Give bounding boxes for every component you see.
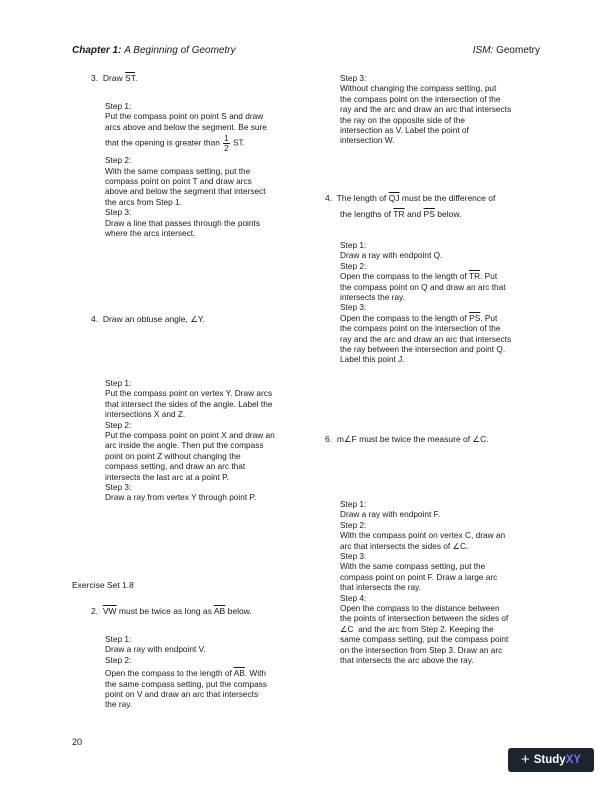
step-text: Without changing the compass setting, put — [340, 83, 497, 94]
step-text: arc inside the angle. Then put the compass — [105, 440, 264, 451]
segment-st: $\overline{ST}$ — [125, 73, 135, 83]
problem-4-left-statement — [91, 314, 205, 324]
page-number: 20 — [72, 737, 83, 747]
problem-3-steps — [105, 101, 267, 238]
segment-tr-inline: $\overline{TR}$ — [469, 271, 481, 282]
problem-3-step-3-right — [340, 73, 511, 146]
step-label: Step 3: — [105, 482, 132, 493]
step-text: With the same compass setting, put the — [105, 165, 251, 176]
problem-3-statement — [91, 73, 137, 83]
step-text: Draw a ray with endpoint F. — [340, 509, 441, 520]
step-label: Step 2: — [105, 155, 132, 166]
problem-text: The length of — [336, 193, 387, 203]
step-text-part: . With — [244, 668, 266, 679]
problem-text: below. — [227, 606, 252, 616]
step-text: compass setting, and draw an arc that — [105, 461, 246, 472]
step-text: compass point on point T and draw arcs — [105, 176, 252, 187]
step-label: Step 2: — [340, 260, 367, 271]
step-text: arcs above and below the segment. Be sure — [105, 121, 267, 132]
step-text: where the arcs intersect. — [105, 228, 196, 239]
problem-6-statement — [325, 434, 489, 444]
problem-6-steps — [340, 499, 508, 666]
step-text: Draw a line that passes through the points — [105, 217, 260, 228]
step-text: Draw a ray with endpoint Q. — [340, 250, 443, 261]
problem-2-steps — [105, 634, 267, 710]
step-text — [340, 541, 508, 551]
step-text — [340, 271, 511, 281]
step-text: point on V and draw an arc that intersects — [105, 689, 259, 700]
page-header-left — [72, 45, 236, 57]
step-text: the ray between the intersection and point Q. — [340, 344, 506, 355]
angle-c: ∠C. — [472, 434, 489, 444]
plus-icon: + — [520, 750, 530, 768]
studyxy-logo — [508, 748, 594, 772]
problem-number: 4. — [325, 193, 333, 203]
step-text — [340, 313, 511, 323]
problem-text-end: . — [134, 73, 138, 83]
segment-qj: $\overline{QJ}$ — [388, 193, 400, 203]
step-label: Step 2: — [105, 654, 132, 665]
step-text-part: arc that intersects the sides of — [340, 540, 451, 551]
step-text: the compass point on the intersection of the — [340, 93, 501, 104]
problem-number: 3. — [91, 73, 99, 83]
step-label: Step 1: — [105, 101, 132, 111]
header-prefix: ISM: — [472, 45, 494, 56]
problem-4-right-statement-line2 — [340, 209, 461, 219]
step-text: Label this point J. — [340, 354, 405, 365]
problem-text: below. — [437, 209, 462, 219]
angle-f-measure: m∠F — [336, 434, 357, 444]
segment-ab: $\overline{AB}$ — [213, 606, 226, 616]
problem-number: 4. — [91, 314, 99, 324]
segment-ps-inline: $\overline{PS}$ — [469, 312, 481, 323]
step-text: intersects the last arc at a point P. — [105, 471, 229, 482]
step-label: Step 1: — [340, 240, 367, 250]
step-text: intersection W. — [340, 135, 395, 146]
step-text: above and below the segment that intersect — [105, 186, 266, 197]
problem-text: and — [406, 209, 422, 219]
segment-ab-inline: $\overline{AB}$ — [233, 668, 245, 679]
step-text — [340, 624, 508, 634]
problem-text: Draw — [102, 73, 123, 83]
chapter-label: Chapter 1: — [72, 45, 122, 56]
step-text-part: . Put — [480, 271, 498, 282]
step-label: Step 4: — [340, 592, 367, 603]
angle-c-inline: ∠C. — [452, 540, 469, 551]
header-subject: Geometry — [496, 45, 540, 56]
step-text: the same compass setting, put the compass — [105, 678, 267, 689]
angle-y: ∠Y. — [190, 314, 205, 324]
problem-text: the lengths of — [340, 209, 392, 219]
step-text: the compass point on the intersection of the — [340, 323, 501, 334]
page-header-right — [473, 45, 540, 57]
step-text: same compass setting, put the compass point — [340, 634, 509, 645]
step-text: the points of intersection between the sides of — [340, 613, 509, 624]
step-text — [105, 668, 267, 678]
segment-vw: $\overline{VW}$ — [102, 606, 117, 616]
step-text-part: and the arc from Step 2. Keeping the — [358, 623, 494, 634]
step-text: Open the compass to the distance between — [340, 603, 500, 614]
step-label: Step 1: — [105, 634, 132, 644]
fraction-numerator: 1 — [224, 134, 229, 144]
step-text: the compass point on Q and draw an arc that — [340, 281, 506, 292]
step-text-part: Open the compass to the length of — [340, 312, 467, 323]
step-text: that the opening is greater than — [105, 137, 220, 148]
chapter-title: A Beginning of Geometry — [124, 45, 236, 56]
step-text: With the same compass setting, put the — [340, 561, 486, 572]
step-text: Put the compass point on point X and draw an — [105, 430, 275, 441]
step-text: the arcs from Step 1. — [105, 196, 183, 207]
problem-text: must be the difference of — [401, 193, 496, 203]
logo-text: Study — [533, 753, 566, 766]
angle-c-inline: ∠C — [340, 623, 354, 634]
problem-text: must be twice the measure of — [359, 434, 471, 444]
logo-accent-text: XY — [565, 753, 582, 766]
step-label: Step 3: — [340, 302, 367, 313]
step-text: intersections X and Z. — [105, 409, 186, 420]
step-text: on the intersection from Step 3. Draw an arc — [340, 644, 503, 655]
problem-4-right-statement — [325, 193, 495, 203]
problem-4-left-steps — [105, 378, 275, 503]
step-text: that intersects the ray. — [340, 582, 422, 593]
step-label: Step 1: — [340, 499, 367, 509]
fraction-one-half — [223, 134, 229, 153]
step-text: Draw a ray from vertex Y through point P. — [105, 492, 257, 503]
step-text: Draw a ray with endpoint V. — [105, 644, 206, 655]
problem-number: 2. — [91, 606, 99, 616]
step-text: ST. — [232, 137, 245, 148]
segment-tr: $\overline{TR}$ — [393, 209, 405, 219]
step-text: compass point on point F. Draw a large arc — [340, 571, 498, 582]
step-text: intersection as V. Label the point of — [340, 125, 469, 136]
problem-4-right-steps — [340, 240, 511, 365]
step-text-part: Open the compass to the length of — [340, 271, 467, 282]
step-text: ray and the arc and draw an arc that intersects — [340, 333, 512, 344]
step-text: With the compass point on vertex C, draw an — [340, 530, 506, 541]
segment-ps: $\overline{PS}$ — [423, 209, 435, 219]
problem-text: Draw an obtuse angle, — [102, 314, 188, 324]
step-text-part: . Put — [480, 312, 498, 323]
step-label: Step 3: — [340, 73, 367, 83]
problem-number: 6. — [325, 434, 333, 444]
step-text: the ray. — [105, 699, 133, 710]
step-label: Step 2: — [340, 519, 367, 530]
step-label: Step 1: — [105, 378, 132, 388]
problem-2-statement — [91, 606, 252, 616]
step-text: ray and the arc and draw an arc that intersects — [340, 104, 512, 115]
fraction-denominator: 2 — [224, 144, 229, 154]
step-text: the ray on the opposite side of the — [340, 114, 466, 125]
step-text: point on point Z without changing the — [105, 450, 241, 461]
problem-text: must be twice as long as — [118, 606, 212, 616]
step-text: Put the compass point on point S and draw — [105, 111, 264, 122]
step-text-part: Open the compass to the length of — [105, 668, 232, 679]
step-text: that intersect the sides of the angle. Label the — [105, 398, 273, 409]
step-label: Step 2: — [105, 419, 132, 430]
step-text: that intersects the arc above the ray. — [340, 655, 474, 666]
step-label: Step 3: — [340, 551, 367, 562]
step-text-fraction-line — [105, 134, 267, 153]
step-text: intersects the ray. — [340, 292, 405, 303]
step-label: Step 3: — [105, 207, 132, 218]
step-text: Put the compass point on vertex Y. Draw arcs — [105, 388, 273, 399]
exercise-set-heading: Exercise Set 1.8 — [72, 580, 134, 590]
